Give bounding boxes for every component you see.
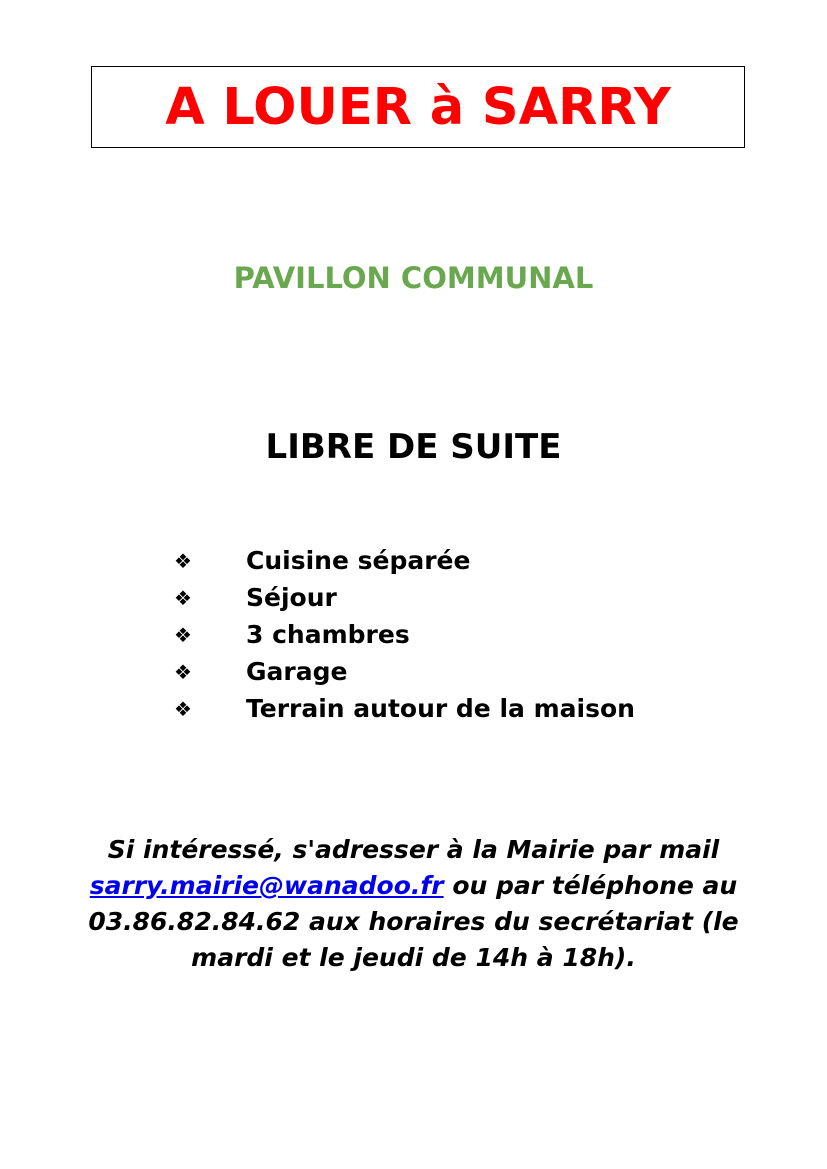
- list-item: [174, 653, 635, 690]
- diamond-bullet-icon: ❖: [174, 696, 192, 721]
- contact-line-4: mardi et le jeudi de 14h à 18h).: [191, 943, 636, 972]
- feature-label: Séjour: [246, 583, 337, 612]
- diamond-bullet-icon: ❖: [174, 548, 192, 573]
- contact-line-2: ou par téléphone au: [443, 871, 738, 900]
- diamond-bullet-icon: ❖: [174, 659, 192, 684]
- title-box: [91, 66, 745, 148]
- feature-label: 3 chambres: [246, 620, 410, 649]
- feature-label: Terrain autour de la maison: [246, 694, 635, 723]
- headline: LIBRE DE SUITE: [265, 427, 562, 467]
- subtitle: PAVILLON COMMUNAL: [233, 261, 594, 295]
- feature-label: Cuisine séparée: [246, 546, 471, 575]
- email-link[interactable]: sarry.mairie@wanadoo.fr: [89, 871, 444, 900]
- contact-line-3: 03.86.82.84.62 aux horaires du secrétariat (le: [88, 907, 739, 936]
- page-title: A LOUER à SARRY: [165, 77, 671, 137]
- feature-label: Garage: [246, 657, 348, 686]
- diamond-bullet-icon: ❖: [174, 622, 192, 647]
- contact-paragraph: [60, 832, 767, 976]
- list-item: [174, 579, 635, 616]
- contact-line-1: Si intéressé, s'adresser à la Mairie par mail: [107, 835, 720, 864]
- list-item: [174, 690, 635, 727]
- feature-list: [174, 542, 635, 727]
- list-item: [174, 616, 635, 653]
- list-item: [174, 542, 635, 579]
- diamond-bullet-icon: ❖: [174, 585, 192, 610]
